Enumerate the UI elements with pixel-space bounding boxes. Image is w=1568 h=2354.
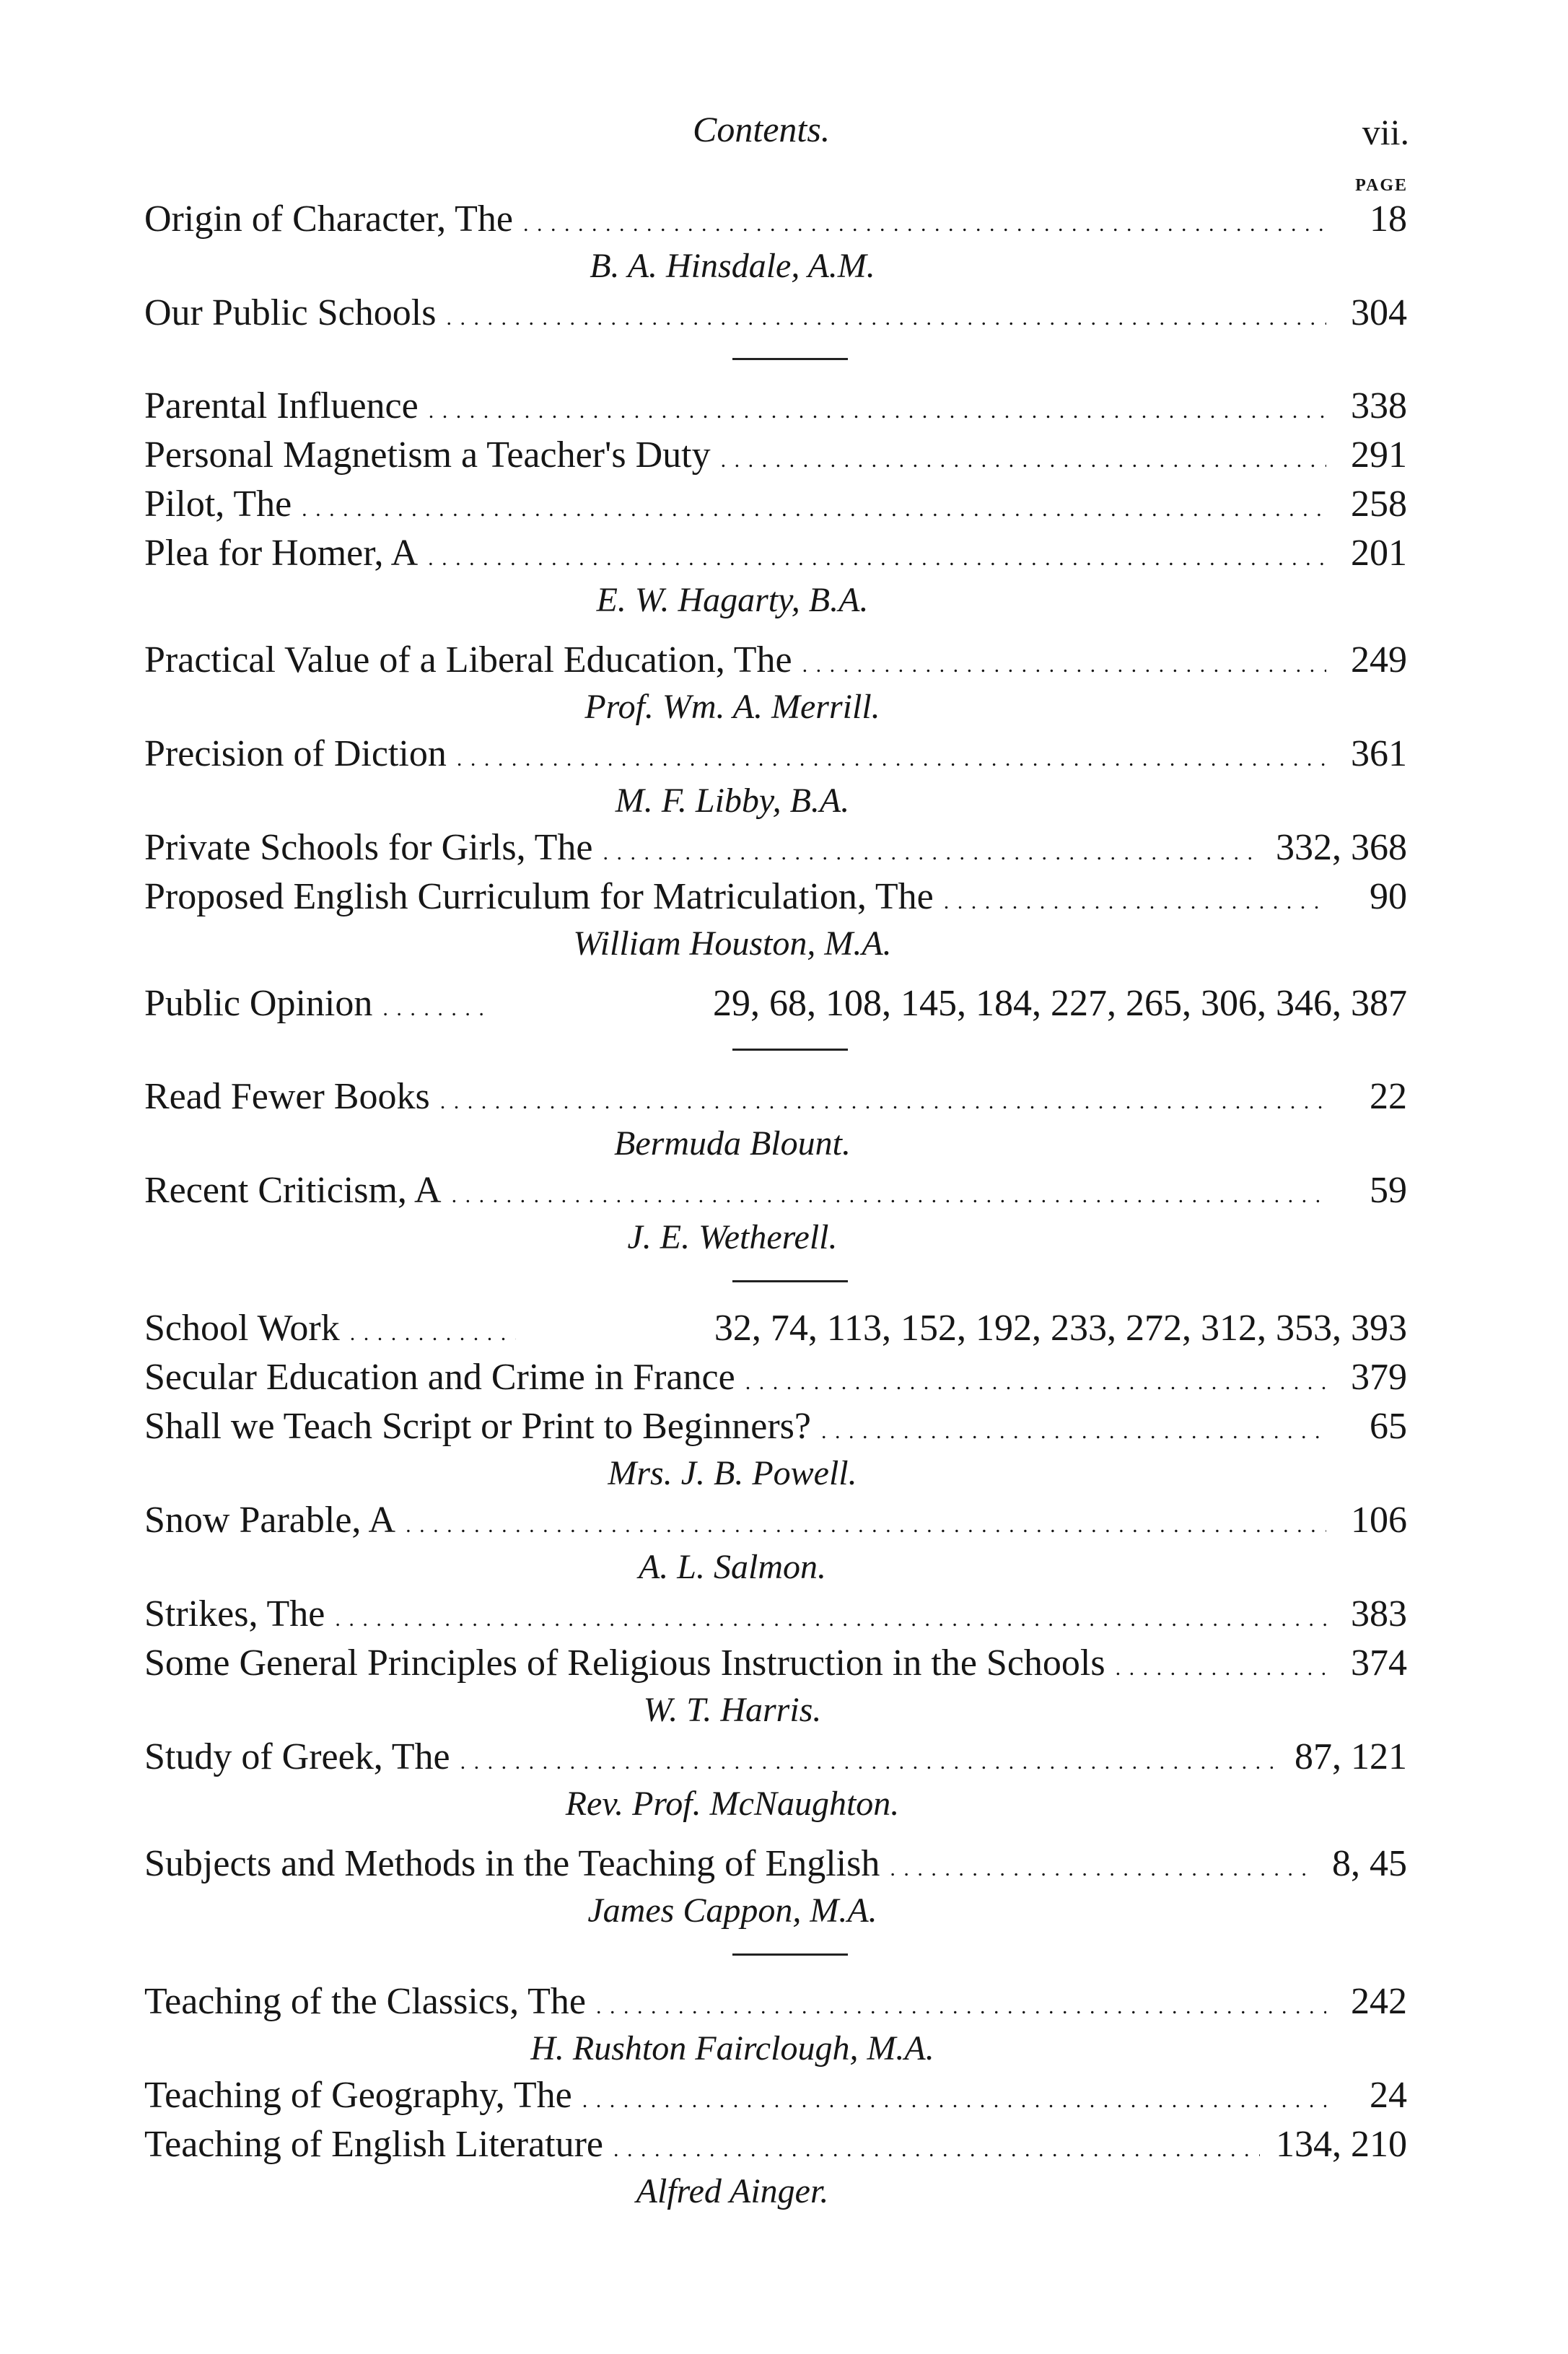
toc-entry	[144, 1353, 1407, 1402]
dot-leader	[613, 2120, 1260, 2174]
entry-page: 332, 368	[1276, 827, 1407, 868]
entry-author: Bermuda Blount.	[614, 1124, 851, 1163]
entry-title: Read Fewer Books	[144, 1076, 430, 1117]
toc-entry	[144, 195, 1407, 244]
entry-page: 291	[1351, 434, 1407, 476]
dot-leader	[440, 1072, 1326, 1126]
entry-page: 304	[1351, 292, 1407, 333]
entry-author: H. Rushton Fairclough, M.A.	[530, 2029, 934, 2068]
entry-title: Teaching of Geography, The	[144, 2075, 572, 2116]
dot-leader	[721, 431, 1326, 485]
toc-entry	[144, 823, 1407, 872]
entry-page: 90	[1370, 876, 1407, 917]
toc-entry	[144, 1072, 1407, 1121]
entry-title: Teaching of the Classics, The	[144, 1981, 587, 2022]
entry-page: 87, 121	[1295, 1736, 1407, 1777]
section-divider	[732, 1280, 848, 1282]
entry-title: Shall we Teach Script or Print to Beginners?	[144, 1406, 811, 1447]
entry-page: 379	[1351, 1357, 1407, 1398]
dot-leader	[406, 1496, 1326, 1550]
dot-leader	[582, 2071, 1326, 2125]
entry-author: James Cappon, M.A.	[587, 1891, 877, 1930]
entry-title: Secular Education and Crime in France	[144, 1357, 735, 1398]
entry-author: A. L. Salmon.	[638, 1548, 826, 1586]
entry-page: 29, 68, 108, 145, 184, 227, 265, 306, 346, 387	[713, 983, 1407, 1024]
entry-page: 201	[1351, 533, 1407, 574]
entry-title: Teaching of English Literature	[144, 2124, 604, 2165]
toc-entry	[144, 1402, 1407, 1451]
entry-page: 22	[1370, 1076, 1407, 1117]
entry-author: Rev. Prof. McNaughton.	[565, 1785, 900, 1823]
running-header	[0, 108, 1568, 166]
entry-author: William Houston, M.A.	[573, 924, 892, 963]
entry-title: Public Opinion	[144, 983, 373, 1024]
dot-leader	[460, 1733, 1279, 1787]
toc-entry	[144, 529, 1407, 578]
dot-leader	[335, 1590, 1326, 1644]
entry-page: 338	[1351, 385, 1407, 426]
entry-title: Subjects and Methods in the Teaching of English	[144, 1843, 880, 1884]
entry-page: 242	[1351, 1981, 1407, 2022]
section-divider	[732, 1049, 848, 1051]
entry-page: 18	[1370, 198, 1407, 240]
toc-entry	[144, 2071, 1407, 2120]
entry-title: Strikes, The	[144, 1593, 325, 1635]
section-divider	[732, 1953, 848, 1956]
toc-entry	[144, 431, 1407, 480]
entry-page: 383	[1351, 1593, 1407, 1635]
toc-entry	[144, 1166, 1407, 1215]
page-number: vii.	[1362, 112, 1409, 152]
entry-author: Prof. Wm. A. Merrill.	[584, 688, 880, 726]
dot-leader	[428, 529, 1326, 583]
entry-title: Practical Value of a Liberal Education, The	[144, 639, 792, 681]
toc-entry	[144, 480, 1407, 529]
entry-title: Our Public Schools	[144, 292, 437, 333]
page-title: Contents.	[693, 109, 831, 149]
entry-page: 134, 210	[1276, 2124, 1407, 2165]
page-column-label: PAGE	[1355, 176, 1408, 195]
entry-author: M. F. Libby, B.A.	[615, 782, 850, 820]
entry-author: W. T. Harris.	[643, 1691, 822, 1729]
dot-leader	[302, 480, 1326, 534]
entry-title: Parental Influence	[144, 385, 419, 426]
entry-page: 374	[1351, 1642, 1407, 1684]
entry-title: Some General Principles of Religious Instruction in the Schools	[144, 1642, 1105, 1684]
entry-author: Alfred Ainger.	[636, 2172, 829, 2210]
entry-page: 59	[1370, 1170, 1407, 1211]
entry-title: Origin of Character, The	[144, 198, 513, 240]
toc-entry	[144, 1977, 1407, 2026]
dot-leader	[802, 636, 1326, 690]
dot-leader	[429, 382, 1326, 436]
dot-leader	[446, 289, 1326, 343]
toc-entry	[144, 636, 1407, 685]
entry-title: Proposed English Curriculum for Matriculation, The	[144, 876, 934, 917]
toc-entry	[144, 1304, 1407, 1353]
toc-entry	[144, 1733, 1407, 1782]
toc-entry	[144, 979, 1407, 1028]
entry-author: E. W. Hagarty, B.A.	[596, 581, 869, 619]
entry-title: Private Schools for Girls, The	[144, 827, 593, 868]
entry-page: 106	[1351, 1500, 1407, 1541]
entry-author: Mrs. J. B. Powell.	[608, 1454, 857, 1492]
entry-title: Recent Criticism, A	[144, 1170, 442, 1211]
dot-leader	[944, 872, 1326, 927]
entry-title: Pilot, The	[144, 484, 292, 525]
entry-page: 361	[1351, 733, 1407, 774]
dot-leader	[596, 1977, 1326, 2031]
dot-leader	[457, 730, 1326, 784]
entry-title: School Work	[144, 1308, 340, 1349]
toc-entry	[144, 1590, 1407, 1639]
entry-title: Snow Parable, A	[144, 1500, 396, 1541]
contents-list	[144, 195, 1407, 2214]
entry-page: 32, 74, 113, 152, 192, 233, 272, 312, 353, 393	[714, 1308, 1407, 1349]
dot-leader	[452, 1166, 1326, 1220]
entry-author: J. E. Wetherell.	[627, 1218, 838, 1256]
section-divider	[732, 358, 848, 360]
toc-entry	[144, 1496, 1407, 1545]
toc-entry	[144, 2120, 1407, 2169]
dot-leader	[1116, 1639, 1326, 1693]
toc-entry	[144, 872, 1407, 922]
dot-leader	[890, 1839, 1316, 1894]
entry-title: Study of Greek, The	[144, 1736, 450, 1777]
entry-author: B. A. Hinsdale, A.M.	[590, 247, 875, 285]
toc-entry	[144, 1839, 1407, 1889]
entry-title: Precision of Diction	[144, 733, 447, 774]
entry-page: 8, 45	[1332, 1843, 1407, 1884]
dot-leader	[821, 1402, 1326, 1456]
entry-page: 24	[1370, 2075, 1407, 2116]
entry-page: 249	[1351, 639, 1407, 681]
toc-entry	[144, 730, 1407, 779]
toc-entry	[144, 382, 1407, 431]
toc-entry	[144, 1639, 1407, 1688]
entry-page: 258	[1351, 484, 1407, 525]
entry-title: Plea for Homer, A	[144, 533, 419, 574]
dot-leader	[382, 979, 491, 1033]
dot-leader	[350, 1304, 516, 1358]
toc-entry	[144, 289, 1407, 338]
dot-leader	[523, 195, 1326, 249]
dot-leader	[603, 823, 1260, 878]
entry-page: 65	[1370, 1406, 1407, 1447]
dot-leader	[745, 1353, 1326, 1407]
entry-title: Personal Magnetism a Teacher's Duty	[144, 434, 711, 476]
